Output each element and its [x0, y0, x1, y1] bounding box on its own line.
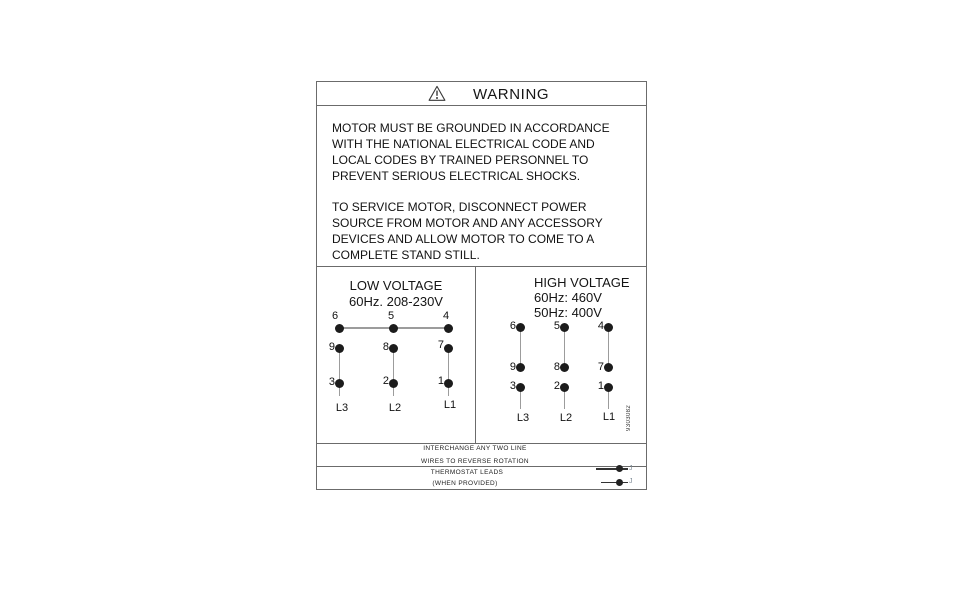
high-voltage-rating-60hz: 60Hz: 460V [534, 290, 602, 305]
lv-lead-l1-label: L1 [443, 399, 457, 411]
lv-terminal-5-dot [389, 324, 398, 333]
hv-wire-4-7 [608, 327, 609, 368]
hv-terminal-2-label: 2 [553, 380, 560, 392]
voltage-sections-divider [475, 266, 476, 443]
rotation-note-line1: INTERCHANGE ANY TWO LINE [423, 445, 527, 452]
service-warning-text [332, 199, 632, 263]
hv-terminal-3-dot [516, 383, 525, 392]
thermostat-lead-dot [616, 465, 623, 472]
lv-terminal-8-label: 8 [382, 341, 389, 353]
hv-terminal-7-dot [604, 363, 613, 372]
hv-terminal-5-dot [560, 323, 569, 332]
divider-line [317, 443, 646, 444]
warning-header [317, 82, 646, 106]
thermostat-lead-wire [596, 468, 628, 470]
hv-terminal-9-dot [516, 363, 525, 372]
thermostat-lead-wire [601, 482, 628, 484]
lv-terminal-4-dot [444, 324, 453, 333]
hv-terminal-1-label: 1 [597, 380, 604, 392]
lv-wire-8-2 [393, 348, 394, 396]
hv-terminal-9-label: 9 [509, 361, 516, 373]
warning-triangle-icon [428, 85, 446, 102]
lv-wire-9-3 [339, 348, 340, 396]
hv-lead-l2-label: L2 [559, 412, 573, 424]
lv-terminal-2-label: 2 [382, 375, 389, 387]
warning-title: WARNING [473, 86, 550, 103]
hv-terminal-5-label: 5 [553, 320, 560, 332]
grounding-warning-text [332, 120, 632, 184]
divider-line [317, 266, 646, 267]
hv-terminal-4-dot [604, 323, 613, 332]
hv-terminal-6-label: 6 [509, 320, 516, 332]
lv-wire-7-1 [448, 348, 449, 396]
warning-text-line: LOCAL CODES BY TRAINED PERSONNEL TO [332, 153, 589, 167]
hv-terminal-2-dot [560, 383, 569, 392]
low-voltage-rating: 60Hz. 208-230V [349, 294, 443, 309]
lv-terminal-1-dot [444, 379, 453, 388]
lv-terminal-6-dot [335, 324, 344, 333]
lv-terminal-9-dot [335, 344, 344, 353]
lv-terminal-8-dot [389, 344, 398, 353]
hv-lead-l1-label: L1 [602, 411, 616, 423]
lv-lead-l3-label: L3 [335, 402, 349, 414]
hv-terminal-7-label: 7 [597, 361, 604, 373]
lv-terminal-9-label: 9 [328, 341, 335, 353]
lv-terminal-6-label: 6 [331, 310, 339, 322]
thermostat-lead-j-label: J [629, 478, 633, 485]
thermostat-note-line1: THERMOSTAT LEADS [430, 468, 504, 476]
lv-terminal-7-label: 7 [437, 339, 444, 351]
warning-text-line: MOTOR MUST BE GROUNDED IN ACCORDANCE [332, 121, 610, 135]
divider-line [317, 466, 646, 467]
warning-text-line: COMPLETE STAND STILL. [332, 248, 480, 262]
hv-wire-6-9 [520, 327, 521, 368]
lv-terminal-7-dot [444, 344, 453, 353]
thermostat-note-line2: (WHEN PROVIDED) [432, 479, 498, 487]
lv-terminal-3-dot [335, 379, 344, 388]
high-voltage-title: HIGH VOLTAGE [534, 275, 630, 290]
thermostat-lead-j-label: J [629, 464, 633, 472]
low-voltage-title: LOW VOLTAGE [349, 278, 443, 293]
warning-text-line: SOURCE FROM MOTOR AND ANY ACCESSORY [332, 216, 603, 230]
thermostat-lead-dot [616, 479, 623, 486]
warning-text-line: WITH THE NATIONAL ELECTRICAL CODE AND [332, 137, 595, 151]
motor-warning-label [316, 81, 647, 490]
warning-text-line: DEVICES AND ALLOW MOTOR TO COME TO A [332, 232, 595, 246]
rotation-note-line2: WIRES TO REVERSE ROTATION [421, 457, 529, 465]
warning-text-line: PREVENT SERIOUS ELECTRICAL SHOCKS. [332, 169, 581, 183]
hv-terminal-3-label: 3 [509, 380, 516, 392]
hv-terminal-8-dot [560, 363, 569, 372]
lv-terminal-5-label: 5 [387, 310, 395, 322]
hv-terminal-6-dot [516, 323, 525, 332]
hv-terminal-4-label: 4 [597, 320, 604, 332]
hv-lead-l3-label: L3 [516, 412, 530, 424]
lv-terminal-4-label: 4 [442, 310, 450, 322]
lv-terminal-3-label: 3 [328, 376, 335, 388]
high-voltage-rating-50hz: 50Hz: 400V [534, 305, 602, 320]
lv-terminal-1-label: 1 [437, 375, 444, 387]
lv-terminal-2-dot [389, 379, 398, 388]
hv-terminal-8-label: 8 [553, 361, 560, 373]
label-part-number: 9303082 [626, 404, 632, 431]
hv-wire-5-8 [564, 327, 565, 368]
lv-lead-l2-label: L2 [388, 402, 402, 414]
high-voltage-header [534, 275, 630, 320]
hv-terminal-1-dot [604, 383, 613, 392]
warning-text-line: TO SERVICE MOTOR, DISCONNECT POWER [332, 200, 587, 214]
